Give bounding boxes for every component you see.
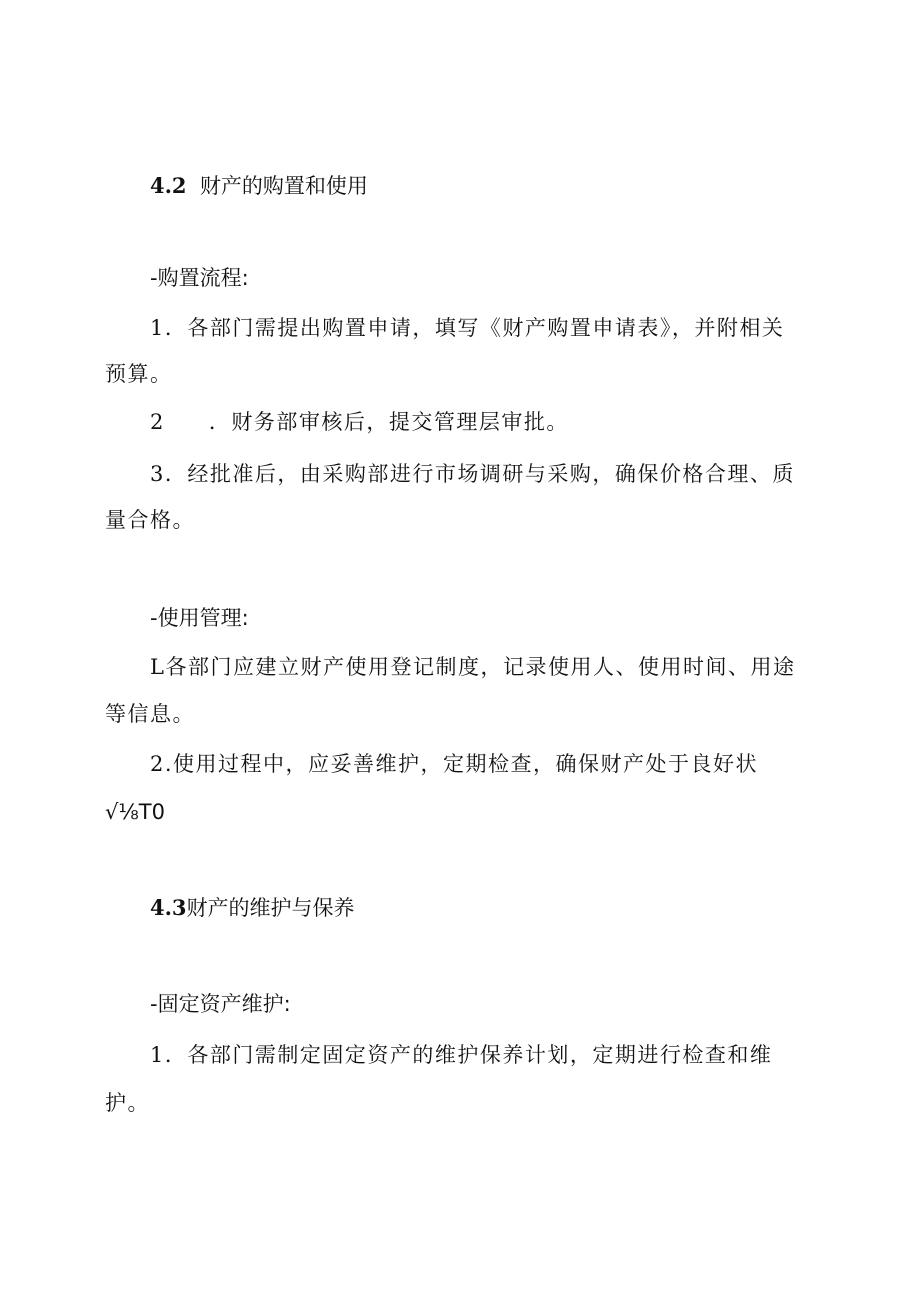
paragraph-line: 3．经批准后，由采购部进行市场调研与采购，确保价格合理、质: [150, 462, 795, 486]
section-title: 财产的购置和使用: [199, 174, 368, 198]
subsection-label-purchase: -购置流程:: [150, 266, 249, 290]
paragraph-line: L各部门应建立财产使用登记制度，记录使用人、使用时间、用途: [150, 655, 796, 679]
section-title: 财产的维护与保养: [186, 896, 355, 920]
paragraph-line: 1．各部门需提出购置申请，填写《财产购置申请表》，并附相关: [150, 316, 785, 340]
subsection-label-usage: -使用管理:: [150, 606, 249, 630]
paragraph-line-2: [150, 408, 569, 436]
paragraph-line-garbled: √⅛T0: [105, 800, 165, 824]
section-number: 4.2: [150, 173, 187, 198]
section-number: 4.3: [150, 895, 187, 920]
subsection-label-maintenance: -固定资产维护:: [150, 992, 291, 1016]
item-text: ．财务部审核后，提交管理层审批。: [208, 410, 569, 434]
item-number: 2: [150, 410, 165, 434]
paragraph-line: 护。: [105, 1091, 150, 1115]
section-heading-4-3: [150, 894, 355, 922]
paragraph-line: 量合格。: [105, 508, 195, 532]
paragraph-line: 预算。: [105, 362, 173, 386]
section-heading-4-2: [150, 172, 368, 200]
paragraph-line: 等信息。: [105, 702, 195, 726]
paragraph-line: 1．各部门需制定固定资产的维护保养计划，定期进行检查和维: [150, 1043, 773, 1067]
paragraph-line: 2.使用过程中，应妥善维护，定期检查，确保财产处于良好状: [150, 752, 759, 776]
